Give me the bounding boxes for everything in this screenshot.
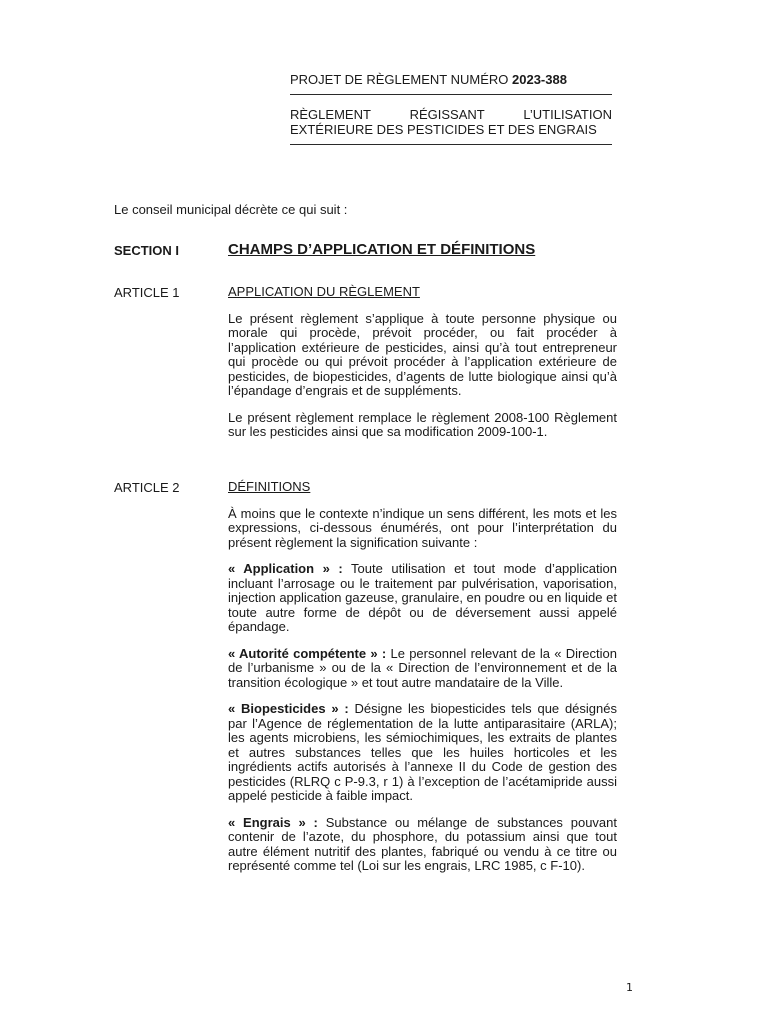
section-label: SECTION I: [114, 243, 180, 258]
article-2-body: [228, 480, 617, 886]
definition-term: « Biopesticides » :: [228, 701, 349, 716]
document-header: [290, 72, 612, 145]
article-1-paragraph: Le présent règlement remplace le règlement 2008-100 Règlement sur les pesticides ainsi que sa modification 2009-100-1.: [228, 409, 617, 439]
definition-text: Toute utilisation et tout mode d’application incluant l’arrosage ou le traitement par pulvérisation, vaporisation, injection application gazeuse, granulaire, en poudre ou en liquide et toute autre forme de dépôt ou de déversement aussi appelé épandage.: [228, 561, 617, 634]
definition-text: Désigne les biopesticides tels que désignés par l’Agence de réglementation de la lutte antiparasitaire (ARLA); les agents microbiens, les sémiochimiques, les extraits de plantes et autres substances telles que les huiles horticoles et les ingrédients actifs autorisés à l’annexe II du Code de gestion des pesticides (RLRQ c P-9.3, r 1) à l’exception de l’acétamipride aussi appelé pesticide à faible impact.: [228, 701, 617, 803]
definition-biopesticides: [228, 702, 617, 804]
bylaw-number: 2023-388: [512, 72, 567, 87]
header-rule-bottom: [290, 144, 612, 145]
page-number: 1: [626, 981, 633, 994]
article-2-heading: DÉFINITIONS: [228, 479, 311, 494]
definition-term: « Application » :: [228, 561, 343, 576]
article-1-label: ARTICLE 1: [114, 285, 180, 300]
article-2-intro: À moins que le contexte n’indique un sens différent, les mots et les expressions, ci-dessous énumérés, ont pour l’interprétation du présent règlement la signification suivante :: [228, 505, 617, 550]
definition-application: [228, 562, 617, 635]
section-heading: [114, 241, 614, 261]
bylaw-title: [290, 72, 612, 87]
bylaw-title-prefix: PROJET DE RÈGLEMENT NUMÉRO: [290, 72, 512, 87]
article-1-paragraph: Le présent règlement s’applique à toute personne physique ou morale qui procède, prévoit procéder, ou fait procéder à l’application extérieure de pesticides, ainsi qu’à tout entrepreneur qui procède ou qui prévoit procéder à l’application extérieure de pesticides, de biopesticides, d’agents de lutte biologique ainsi qu’à l’épandage d’engrais et de suppléments.: [228, 310, 617, 398]
bylaw-subtitle: RÈGLEMENT RÉGISSANT L’UTILISATION EXTÉRIEURE DES PESTICIDES ET DES ENGRAIS: [290, 107, 612, 137]
definition-engrais: [228, 816, 617, 874]
article-2-label: ARTICLE 2: [114, 480, 180, 495]
definition-autorite-competente: [228, 647, 617, 691]
intro-sentence: Le conseil municipal décrète ce qui suit :: [114, 202, 348, 217]
article-1-body: [228, 285, 617, 452]
definition-term: « Engrais » :: [228, 814, 318, 830]
section-title: CHAMPS D’APPLICATION ET DÉFINITIONS: [228, 241, 536, 258]
header-rule-top: [290, 94, 612, 95]
definition-text: Le personnel relevant de la « Direction de l’urbanisme » ou de la « Direction de l’environnement et de la transition écologique » et tout autre mandataire de la Ville.: [228, 645, 617, 690]
article-1-heading: APPLICATION DU RÈGLEMENT: [228, 284, 420, 299]
definition-text: Substance ou mélange de substances pouvant contenir de l’azote, du phosphore, du potassium ainsi que tout autre élément nutritif des plantes, fabriqué ou vendu à ce titre ou représenté comme tel (Loi sur les engrais, LRC 1985, c F-10).: [228, 814, 617, 873]
definition-term: « Autorité compétente » :: [228, 645, 387, 661]
